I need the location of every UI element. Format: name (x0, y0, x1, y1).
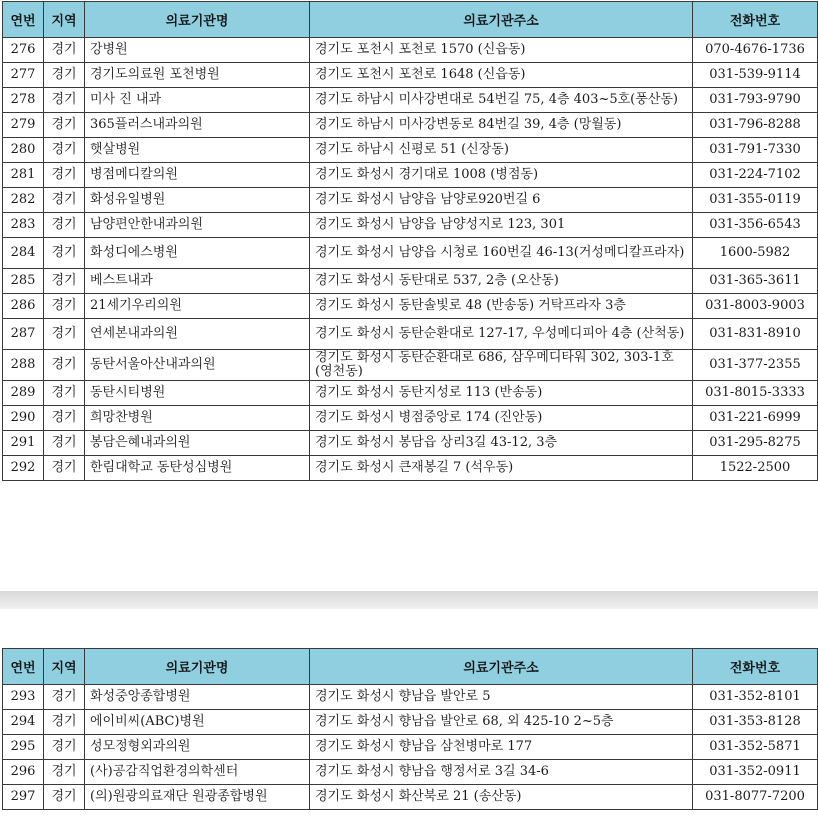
table-row (3, 213, 818, 238)
cell-no: 280 (3, 138, 44, 163)
cell-no: 293 (3, 685, 44, 710)
cell-name: 한림대학교 동탄성심병원 (85, 456, 310, 481)
cell-address: 경기도 하남시 미사강변대로 54번길 75, 4층 403~5호(풍산동) (310, 88, 693, 113)
cell-name: 햇살병원 (85, 138, 310, 163)
cell-phone: 031-796-8288 (693, 113, 818, 138)
cell-address: 경기도 화성시 경기대로 1008 (병점동) (310, 163, 693, 188)
cell-phone: 031-221-6999 (693, 406, 818, 431)
table-row (3, 163, 818, 188)
cell-address: 경기도 화성시 동탄대로 537, 2층 (오산동) (310, 269, 693, 294)
cell-no: 287 (3, 319, 44, 350)
cell-address: 경기도 화성시 남양읍 시청로 160번길 46-13(거성메디칼프라자) (310, 238, 693, 269)
cell-region: 경기 (44, 685, 85, 710)
cell-name: 베스트내과 (85, 269, 310, 294)
cell-region: 경기 (44, 163, 85, 188)
cell-region: 경기 (44, 710, 85, 735)
cell-region: 경기 (44, 113, 85, 138)
cell-address: 경기도 화성시 화산북로 21 (송산동) (310, 785, 693, 810)
hospital-table-2 (2, 648, 818, 810)
cell-address: 경기도 화성시 동탄순환대로 686, 삼우메디타워 302, 303-1호 (영천동) (310, 350, 693, 381)
cell-no: 276 (3, 38, 44, 63)
table-row (3, 710, 818, 735)
header-no: 연번 (3, 2, 44, 38)
cell-no: 285 (3, 269, 44, 294)
cell-name: 화성중앙종합병원 (85, 685, 310, 710)
table-row (3, 381, 818, 406)
header-address: 의료기관주소 (310, 649, 693, 685)
cell-phone: 070-4676-1736 (693, 38, 818, 63)
table-row (3, 735, 818, 760)
table-row (3, 38, 818, 63)
cell-region: 경기 (44, 735, 85, 760)
cell-address: 경기도 화성시 향남읍 행정서로 3길 34-6 (310, 760, 693, 785)
cell-no: 294 (3, 710, 44, 735)
cell-name: 화성유일병원 (85, 188, 310, 213)
cell-phone: 031-539-9114 (693, 63, 818, 88)
cell-region: 경기 (44, 38, 85, 63)
cell-no: 295 (3, 735, 44, 760)
cell-region: 경기 (44, 294, 85, 319)
cell-region: 경기 (44, 319, 85, 350)
cell-phone: 1522-2500 (693, 456, 818, 481)
cell-phone: 1600-5982 (693, 238, 818, 269)
cell-region: 경기 (44, 760, 85, 785)
table-row (3, 350, 818, 381)
header-name: 의료기관명 (85, 2, 310, 38)
cell-no: 284 (3, 238, 44, 269)
header-no: 연번 (3, 649, 44, 685)
cell-phone: 031-356-6543 (693, 213, 818, 238)
cell-address: 경기도 화성시 큰재봉길 7 (석우동) (310, 456, 693, 481)
cell-no: 296 (3, 760, 44, 785)
cell-phone: 031-224-7102 (693, 163, 818, 188)
cell-name: 경기도의료원 포천병원 (85, 63, 310, 88)
cell-region: 경기 (44, 63, 85, 88)
cell-no: 279 (3, 113, 44, 138)
cell-phone: 031-352-0911 (693, 760, 818, 785)
cell-no: 291 (3, 431, 44, 456)
cell-name: 연세본내과의원 (85, 319, 310, 350)
table-row (3, 685, 818, 710)
cell-no: 290 (3, 406, 44, 431)
cell-address: 경기도 포천시 포천로 1570 (신읍동) (310, 38, 693, 63)
cell-region: 경기 (44, 431, 85, 456)
cell-address: 경기도 화성시 동탄솔빛로 48 (반송동) 거탁프라자 3층 (310, 294, 693, 319)
header-region: 지역 (44, 649, 85, 685)
cell-name: 남양편안한내과의원 (85, 213, 310, 238)
cell-name: 동탄서울아산내과의원 (85, 350, 310, 381)
table-row (3, 88, 818, 113)
cell-address: 경기도 화성시 동탄지성로 113 (반송동) (310, 381, 693, 406)
cell-name: 365플러스내과의원 (85, 113, 310, 138)
cell-name: (의)원광의료재단 원광종합병원 (85, 785, 310, 810)
cell-region: 경기 (44, 269, 85, 294)
table-row (3, 785, 818, 810)
cell-phone: 031-831-8910 (693, 319, 818, 350)
cell-phone: 031-295-8275 (693, 431, 818, 456)
cell-address: 경기도 하남시 미사강변동로 84번길 39, 4층 (망월동) (310, 113, 693, 138)
cell-no: 286 (3, 294, 44, 319)
cell-name: 봉담은혜내과의원 (85, 431, 310, 456)
table-body (3, 38, 818, 481)
cell-phone: 031-352-8101 (693, 685, 818, 710)
cell-no: 288 (3, 350, 44, 381)
table-row (3, 188, 818, 213)
table-row (3, 63, 818, 88)
cell-no: 278 (3, 88, 44, 113)
table-row (3, 406, 818, 431)
cell-name: 성모정형외과의원 (85, 735, 310, 760)
table-header-row (3, 649, 818, 685)
header-phone: 전화번호 (693, 2, 818, 38)
cell-address: 경기도 포천시 포천로 1648 (신읍동) (310, 63, 693, 88)
table-row (3, 238, 818, 269)
cell-phone: 031-8077-7200 (693, 785, 818, 810)
header-address: 의료기관주소 (310, 2, 693, 38)
table-body (3, 685, 818, 810)
page-break-divider (0, 591, 818, 609)
hospital-table-1 (2, 1, 818, 481)
cell-region: 경기 (44, 350, 85, 381)
cell-address: 경기도 화성시 향남읍 발안로 5 (310, 685, 693, 710)
cell-address: 경기도 화성시 동탄순환대로 127-17, 우성메디피아 4층 (산척동) (310, 319, 693, 350)
cell-phone: 031-353-8128 (693, 710, 818, 735)
cell-phone: 031-8015-3333 (693, 381, 818, 406)
cell-region: 경기 (44, 785, 85, 810)
cell-name: 미사 진 내과 (85, 88, 310, 113)
cell-address: 경기도 하남시 신평로 51 (신장동) (310, 138, 693, 163)
cell-name: (사)공감직업환경의학센터 (85, 760, 310, 785)
cell-no: 277 (3, 63, 44, 88)
table-row (3, 269, 818, 294)
cell-phone: 031-791-7330 (693, 138, 818, 163)
cell-name: 화성디에스병원 (85, 238, 310, 269)
table-row (3, 138, 818, 163)
cell-name: 에이비씨(ABC)병원 (85, 710, 310, 735)
cell-region: 경기 (44, 188, 85, 213)
cell-phone: 031-377-2355 (693, 350, 818, 381)
cell-no: 282 (3, 188, 44, 213)
header-region: 지역 (44, 2, 85, 38)
cell-address: 경기도 화성시 남양읍 남양성지로 123, 301 (310, 213, 693, 238)
cell-address: 경기도 화성시 남양읍 남양로920번길 6 (310, 188, 693, 213)
table-header-row (3, 2, 818, 38)
cell-address: 경기도 화성시 봉담읍 상리3길 43-12, 3층 (310, 431, 693, 456)
cell-phone: 031-365-3611 (693, 269, 818, 294)
table-row (3, 319, 818, 350)
cell-region: 경기 (44, 138, 85, 163)
header-name: 의료기관명 (85, 649, 310, 685)
cell-name: 21세기우리의원 (85, 294, 310, 319)
cell-no: 292 (3, 456, 44, 481)
cell-address: 경기도 화성시 향남읍 발안로 68, 외 425-10 2~5층 (310, 710, 693, 735)
cell-address: 경기도 화성시 향남읍 삼천병마로 177 (310, 735, 693, 760)
cell-name: 병점메디칼의원 (85, 163, 310, 188)
cell-no: 289 (3, 381, 44, 406)
cell-region: 경기 (44, 238, 85, 269)
cell-phone: 031-352-5871 (693, 735, 818, 760)
cell-region: 경기 (44, 88, 85, 113)
cell-phone: 031-355-0119 (693, 188, 818, 213)
cell-phone: 031-8003-9003 (693, 294, 818, 319)
cell-name: 희망찬병원 (85, 406, 310, 431)
table-row (3, 294, 818, 319)
cell-region: 경기 (44, 213, 85, 238)
cell-address: 경기도 화성시 병점중앙로 174 (진안동) (310, 406, 693, 431)
cell-region: 경기 (44, 456, 85, 481)
table-row (3, 456, 818, 481)
header-phone: 전화번호 (693, 649, 818, 685)
table-row (3, 760, 818, 785)
cell-no: 297 (3, 785, 44, 810)
cell-name: 동탄시티병원 (85, 381, 310, 406)
cell-no: 281 (3, 163, 44, 188)
cell-no: 283 (3, 213, 44, 238)
cell-region: 경기 (44, 381, 85, 406)
cell-phone: 031-793-9790 (693, 88, 818, 113)
table-row (3, 113, 818, 138)
cell-name: 강병원 (85, 38, 310, 63)
cell-region: 경기 (44, 406, 85, 431)
table-row (3, 431, 818, 456)
